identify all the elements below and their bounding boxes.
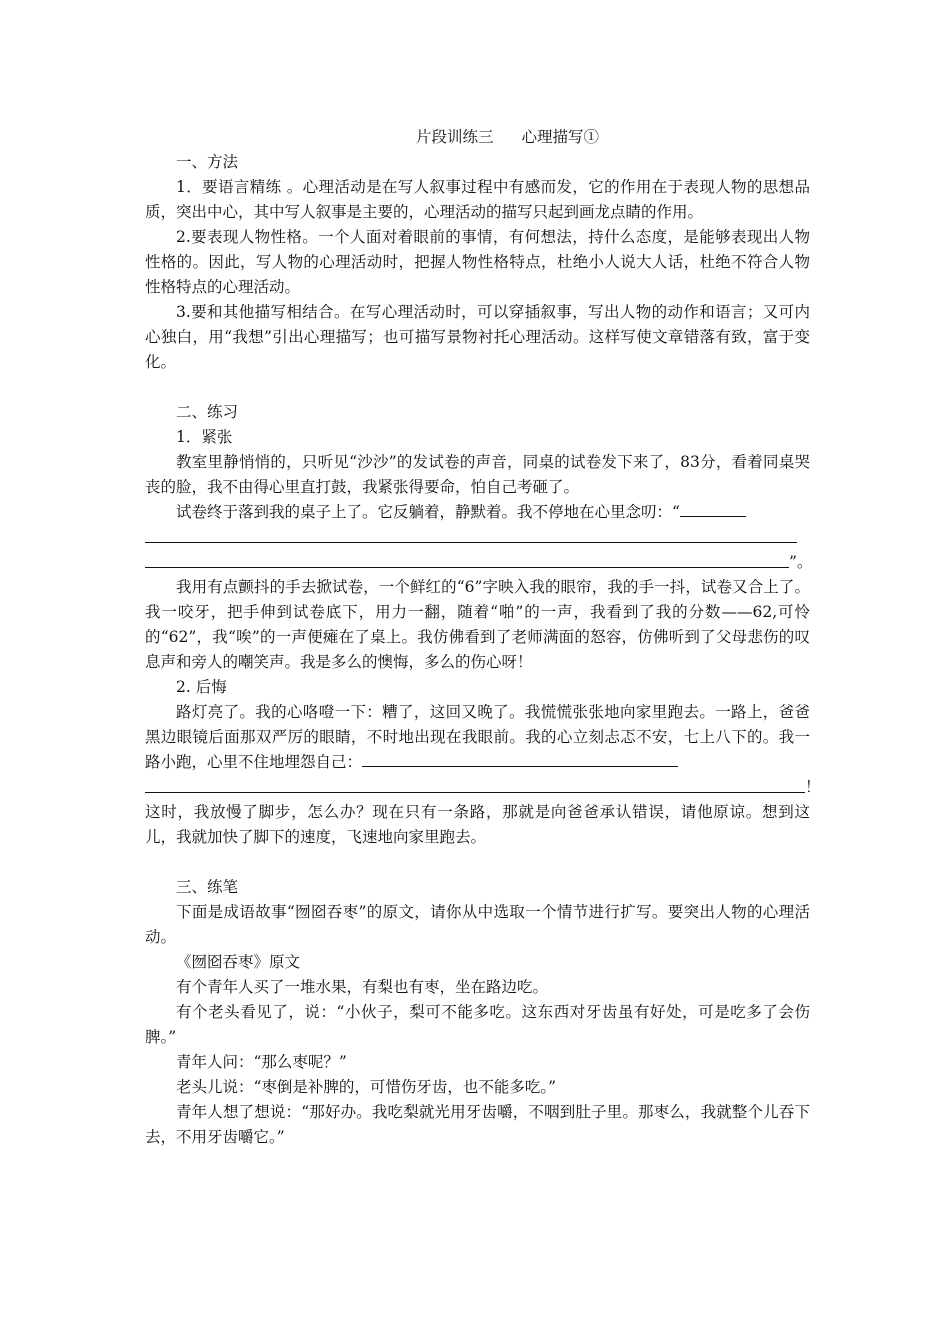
answer-blank-line-1[interactable] xyxy=(145,525,810,550)
writing-intro: 下面是成语故事“囫囵吞枣”的原文，请你从中选取一个情节进行扩写。要突出人物的心理活动。 xyxy=(145,903,810,946)
source-title: 《囫囵吞枣》原文 xyxy=(176,953,301,971)
practice-item-1-paragraph-1: 教室里静悄悄的，只听见“沙沙”的发试卷的声音，同桌的试卷发下来了，83分，看着同桌哭丧的脸，我不由得心里直打鼓，我紧张得要命，怕自己考砸了。 xyxy=(145,453,810,496)
practice-item-1-paragraph-3: 我用有点颤抖的手去掀试卷，一个鲜红的“6”字映入我的眼帘，我的手一抖，试卷又合上了。我一咬牙，把手伸到试卷底下，用力一翻，随着“啪”的一声，我看到了我的分数——62,可怜的“62”，我“唉”的一声便瘫在了桌上。我仿佛看到了老师满面的怒容，仿佛听到了父母悲伤的叹息声和旁人的嘲笑声。我是多么的懊悔，多么的伤心呀！ xyxy=(145,578,810,671)
method-section xyxy=(145,150,810,375)
practice-item-1-title: 1．紧张 xyxy=(176,428,233,446)
source-sentence-1: 有个青年人买了一堆水果，有梨也有枣，坐在路边吃。 xyxy=(176,978,549,996)
practice-item-2-paragraph-1-text: 路灯亮了。我的心咯噔一下：糟了，这回又晚了。我慌慌张张地向家里跑去。一路上，爸爸黑边眼镜后面那双严厉的眼睛，不时地出现在我眼前。我的心立刻忐忑不安，七上八下的。我一路小跑，心里不住地埋怨自己： xyxy=(145,703,810,771)
practice-item-2-paragraph-2: 这时，我放慢了脚步，怎么办？现在只有一条路，那就是向爸爸承认错误，请他原谅。想到这儿，我就加快了脚下的速度，飞速地向家里跑去。 xyxy=(145,803,810,846)
answer-exclamation: ！ xyxy=(805,778,821,796)
page-title xyxy=(145,125,810,150)
title-sub: 心理描写① xyxy=(521,128,600,146)
writing-section xyxy=(145,875,810,1150)
answer-blank-2[interactable] xyxy=(362,750,678,767)
source-sentence-4: 老头儿说：“枣倒是补脾的，可惜伤牙齿，也不能多吃。” xyxy=(176,1078,557,1096)
method-paragraph-3: 3.要和其他描写相结合。在写心理活动时，可以穿插叙事，写出人物的动作和语言；又可内心独白，用“我想”引出心理描写；也可描写景物衬托心理活动。这样写使文章错落有致，富于变化。 xyxy=(145,303,810,371)
writing-heading: 三、练笔 xyxy=(176,878,239,896)
practice-heading: 二、练习 xyxy=(176,403,239,421)
method-paragraph-2: 2.要表现人物性格。一个人面对着眼前的事情，有何想法，持什么态度，是能够表现出人物性格的。因此，写人物的心理活动时，把握人物性格特点，杜绝小人说大人话，杜绝不符合人物性格特点的心理活动。 xyxy=(145,228,810,296)
practice-item-2-title: 2. 后悔 xyxy=(176,678,227,696)
answer-closing-quote: ”。 xyxy=(789,553,813,571)
method-heading: 一、方法 xyxy=(176,153,239,171)
practice-item-1-paragraph-2 xyxy=(145,500,810,525)
method-paragraph-1: 1．要语言精练 。心理活动是在写人叙事过程中有感而发，它的作用在于表现人物的思想品质，突出中心，其中写人叙事是主要的，心理活动的描写只起到画龙点睛的作用。 xyxy=(145,178,810,221)
answer-blank-1[interactable] xyxy=(680,500,746,517)
practice-section xyxy=(145,400,821,850)
title-main: 片段训练三 xyxy=(415,128,494,146)
source-sentence-5: 青年人想了想说：“那好办。我吃梨就光用牙齿嚼，不咽到肚子里。那枣么，我就整个儿吞下去，不用牙齿嚼它。” xyxy=(145,1103,810,1146)
answer-blank-line-2[interactable] xyxy=(145,550,813,575)
practice-item-1-paragraph-2-text: 试卷终于落到我的桌子上了。它反躺着，静默着。我不停地在心里念叨：“ xyxy=(176,503,680,521)
source-sentence-3: 青年人问：“那么枣呢？” xyxy=(176,1053,347,1071)
source-sentence-2: 有个老头看见了，说：“小伙子，梨可不能多吃。这东西对牙齿虽有好处，可是吃多了会伤脾。” xyxy=(145,1003,810,1046)
document-page xyxy=(145,125,821,1150)
answer-blank-line-3[interactable] xyxy=(145,775,821,800)
practice-item-2-paragraph-1 xyxy=(145,700,810,775)
